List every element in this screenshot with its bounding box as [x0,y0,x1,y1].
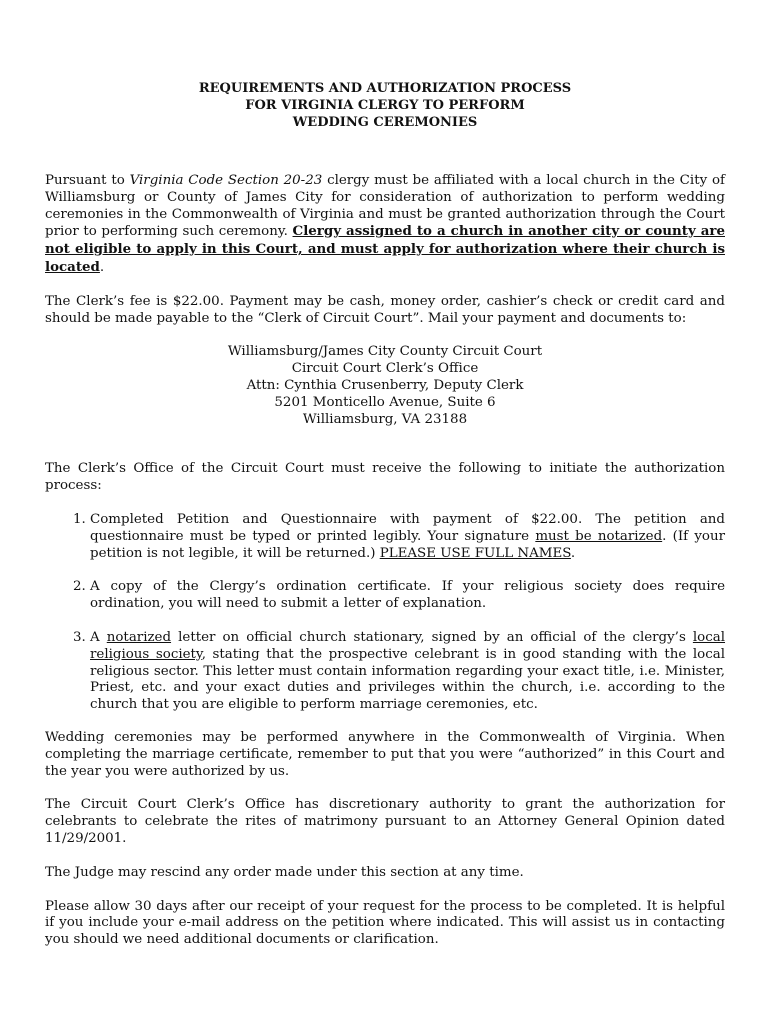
code-reference: Virginia Code Section 20-23 [129,173,323,188]
discretion-paragraph: The Circuit Court Clerk’s Office has discretionary authority to grant the authorization for celebrants to celebrate the rites of matrimony pursuant to an Attorney General Opinion dated 11/29/2001. [45,797,725,846]
receive-intro-paragraph: The Clerk’s Office of the Circuit Court must receive the following to initiate the authorization process: [45,461,725,494]
ceremonies-paragraph: Wedding ceremonies may be performed anywhere in the Commonwealth of Virginia. When completing the marriage certificate, remember to put that you were “authorized” in this Court and the year you were authorized by us. [45,729,725,779]
list-item [90,579,725,613]
document-title [45,80,725,131]
title-line-1: REQUIREMENTS AND AUTHORIZATION PROCESS [198,81,572,96]
fee-paragraph: The Clerk’s fee is $22.00. Payment may be cash, money order, cashier’s check or credit card and should be made payable to the “Clerk of Circuit Court”. Mail your payment and documents to: [45,293,725,326]
mailing-address [45,344,725,428]
list-item [90,630,725,714]
document-page [45,80,725,949]
address-line-4: 5201 Monticello Avenue, Suite 6 [274,394,496,410]
item3-text-b: letter on official church stationary, signed by an official of the clergy’s [171,629,693,645]
allow-paragraph: Please allow 30 days after our receipt of your request for the process to be completed. It is helpful if you include your e-mail address on the petition where indicated. This will assist us in contacting you should we need additional documents or clarification. [45,898,725,948]
intro-pre: Pursuant to [45,173,130,188]
item3-notarized: notarized [106,629,172,645]
item1-text-c: . [570,545,576,561]
intro-body: clergy must be affiliated with a local church in the City of Williamsburg or County of James City for consideration of authorization to perform wedding ceremonies in the Commonwealth of Virginia and must be granted authorization through the Court prior to performing such ceremony. [45,173,725,240]
address-line-5: Williamsburg, VA 23188 [302,411,468,427]
item1-text-a: Completed Petition and Questionnaire with payment of $22.00. The petition and questionnaire must be typed or printed legibly. Your signature [90,511,725,544]
intro-end: . [99,259,105,275]
item1-notarized: must be notarized [535,528,663,544]
item3-text-c: , stating that the prospective celebrant is in good standing with the local religious sector. This letter must contain information regarding your exact title, i.e. Minister, Priest, etc. and your exact duties and privileges within the church, i.e. according to the church that you are eligible to perform marriage ceremonies, etc. [90,646,725,713]
requirements-list [45,512,725,714]
item2-text: A copy of the Clergy’s ordination certificate. If your religious society does require ordination, you will need to submit a letter of explanation. [90,579,725,612]
intro-paragraph [45,173,725,277]
address-line-1: Williamsburg/James City County Circuit Court [227,344,543,360]
eligibility-notice: Clergy assigned to a church in another city or county are not eligible to apply in this Court, and must apply for authorization where their church is located [45,223,725,275]
list-item [90,512,725,562]
item3-text-a: A [90,629,107,645]
judge-paragraph: The Judge may rescind any order made under this section at any time. [45,864,524,880]
item1-text-b: . (If your petition is not legible, it will be returned.) [90,528,725,561]
item1-full-names: PLEASE USE FULL NAMES [379,545,571,561]
item3-local-society: local religious society [90,629,726,662]
address-line-2: Circuit Court Clerk’s Office [291,361,479,377]
title-line-2: FOR VIRGINIA CLERGY TO PERFORM [245,98,525,113]
address-line-3: Attn: Cynthia Crusenberry, Deputy Clerk [246,377,524,393]
title-line-3: WEDDING CEREMONIES [292,115,478,130]
